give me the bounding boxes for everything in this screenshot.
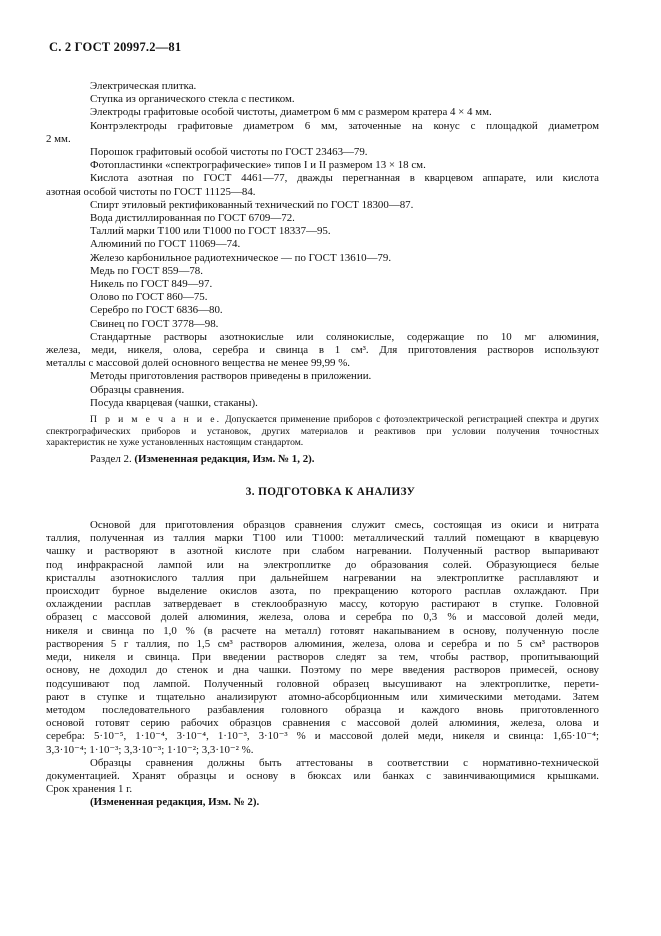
note-line: характеристик не хуже установленных настоящим стандартом. [46, 437, 304, 449]
paragraph-line: 3,3·10⁻⁴; 1·10⁻³; 3,3·10⁻³; 1·10⁻²; 3,3·10⁻² %. [46, 743, 254, 756]
material-line: Спирт этиловый ректификованный технический по ГОСТ 18300—87. [90, 198, 414, 211]
paragraph-line: Образцы сравнения должны быть аттестованы в соответствии с нормативно-технической [90, 756, 599, 769]
paragraph-line: рают в ступке и тщательно анализируют атомно-абсорбционным или химическими методами. Затем [46, 690, 599, 703]
paragraph-line: основу, не доходил до стенок и дна чашки. Поэтому по мере введения растворов примесей, основу [46, 664, 599, 677]
material-line: Серебро по ГОСТ 6836—80. [90, 304, 223, 317]
material-line: Алюминий по ГОСТ 11069—74. [90, 238, 241, 251]
note-line: спектрографических приборов и установок, других материалов и реактивов при условии получения точностных [46, 425, 599, 437]
material-line: Методы приготовления растворов приведены в приложении. [90, 370, 372, 383]
material-line: Ступка из органического стекла с пестиком. [90, 93, 295, 106]
paragraph-line: охлаждении расплав затвердевает в стеклообразную массу, которую растирают в ступке. Головной [46, 598, 599, 611]
paragraph-line: чашку и растворяют в азотной кислоте при слабом нагревании. Полученный раствор выпаривают [46, 545, 599, 558]
material-line: 2 мм. [46, 132, 71, 145]
materials-list [46, 80, 599, 410]
material-line: Никель по ГОСТ 849—97. [90, 278, 213, 291]
note-line [62, 414, 599, 426]
paragraph-line: подсушивают под лампой. Полученный головной образец высушивают на электроплитке, перети- [46, 677, 599, 690]
section3-paragraph-1 [46, 519, 599, 757]
note-label: П р и м е ч а н и е. [90, 414, 222, 426]
material-line: Кислота азотная по ГОСТ 4461—77, дважды перегнанная в кварцевом аппарате, или кислота [90, 172, 599, 185]
paragraph-line: растворения 5 г таллия, по 1,5 см³ растворов алюминия, железа, олова и серебра и по 5 см³ растворов [46, 637, 599, 650]
material-line: азотная особой чистоты по ГОСТ 11125—84. [46, 185, 256, 198]
paragraph-line: Основой для приготовления образцов сравнения служит смесь, состоящая из окиси и нитрата [90, 519, 599, 532]
paragraph-line: основой готовят серию рабочих образцов сравнения с массовой долей алюминия, железа, олова и [46, 717, 599, 730]
paragraph-line: под инфракрасной лампой или на электроплитке до образования солей. Образующиеся белые [46, 558, 599, 571]
paragraph-line: документацией. Хранят образцы и основу в бюксах или банках с завинчивающимися крышками. [46, 769, 599, 782]
page-header: С. 2 ГОСТ 20997.2—81 [49, 40, 182, 54]
section3-paragraph-2 [46, 756, 599, 797]
section2-revision-note: (Измененная редакция, Изм. № 1, 2). [134, 452, 315, 465]
material-line: Олово по ГОСТ 860—75. [90, 291, 208, 304]
paragraph-line: таллия, полученная из таллия марки Т100 или Т1000: металлический таллий помещают в кварцевую [46, 532, 599, 545]
material-line: металлы с массовой долей основного вещества не менее 99,99 %. [46, 357, 351, 370]
paragraph-line: никеля и свинца по 1,0 % (в расчете на металл) готовят накапыванием в основу, полученную после [46, 624, 599, 637]
section2-revision [62, 453, 599, 466]
material-line: Электроды графитовые особой чистоты, диаметром 6 мм с размером кратера 4 × 4 мм. [90, 106, 492, 119]
material-line: Электрическая плитка. [90, 80, 197, 92]
material-line: Посуда кварцевая (чашки, стаканы). [90, 396, 258, 409]
section3-revision-note: (Измененная редакция, Изм. № 2). [90, 796, 260, 809]
note-block [46, 414, 599, 449]
paragraph-line: образец с массовой долей алюминия, железа, олова и серебра по 0,3 % и массовой долей меди, [46, 611, 599, 624]
material-line: Порошок графитовый особой чистоты по ГОСТ 23463—79. [90, 146, 368, 159]
material-line: Медь по ГОСТ 859—78. [90, 264, 203, 277]
material-line: Образцы сравнения. [90, 383, 185, 396]
section2-prefix: Раздел 2. [90, 452, 135, 465]
material-line: Контрэлектроды графитовые диаметром 6 мм, заточенные на конус с площадкой диаметром [90, 119, 599, 132]
paragraph-line: методом последовательного разбавления головного образца и каждого вновь приготовленного [46, 703, 599, 716]
material-line: Железо карбонильное радиотехническое — по ГОСТ 13610—79. [90, 251, 392, 264]
note-text: Допускается применение приборов с фотоэлектрической регистрацией спектра и других [221, 414, 599, 426]
section-title: 3. ПОДГОТОВКА К АНАЛИЗУ [245, 486, 416, 499]
material-line: Свинец по ГОСТ 3778—98. [90, 317, 219, 330]
material-line: Вода дистиллированная по ГОСТ 6709—72. [90, 212, 295, 225]
paragraph-line: меди, никеля и свинца. При введении растворов следят за тем, чтобы раствор, пропитывающий [46, 651, 599, 664]
paragraph-line: кристаллы азотнокислого таллия при дальнейшем нагревании на электроплитке расплавляют и [46, 571, 599, 584]
paragraph-line: серебра: 5·10⁻⁵, 1·10⁻⁴, 3·10⁻⁴, 1·10⁻³, 3·10⁻³ % и массовой долей меди, никеля и свинца: 1,65·10⁻⁴; [46, 730, 599, 743]
material-line: Таллий марки Т100 или Т1000 по ГОСТ 18337—95. [90, 225, 331, 238]
material-line: Фотопластинки «спектрографические» типов I и II размером 13 × 18 см. [90, 159, 426, 172]
paragraph-line: происходит бурное выделение окислов азота, по прекращению которого расплав охлаждают. При [46, 585, 599, 598]
paragraph-line: Срок хранения 1 г. [46, 783, 133, 796]
material-line: железа, меди, никеля, олова, серебра и свинца в 1 см³. Для приготовления растворов используют [46, 344, 599, 357]
material-line: Стандартные растворы азотнокислые или солянокислые, содержащие по 10 мг алюминия, [90, 330, 599, 343]
document-body [46, 80, 599, 810]
